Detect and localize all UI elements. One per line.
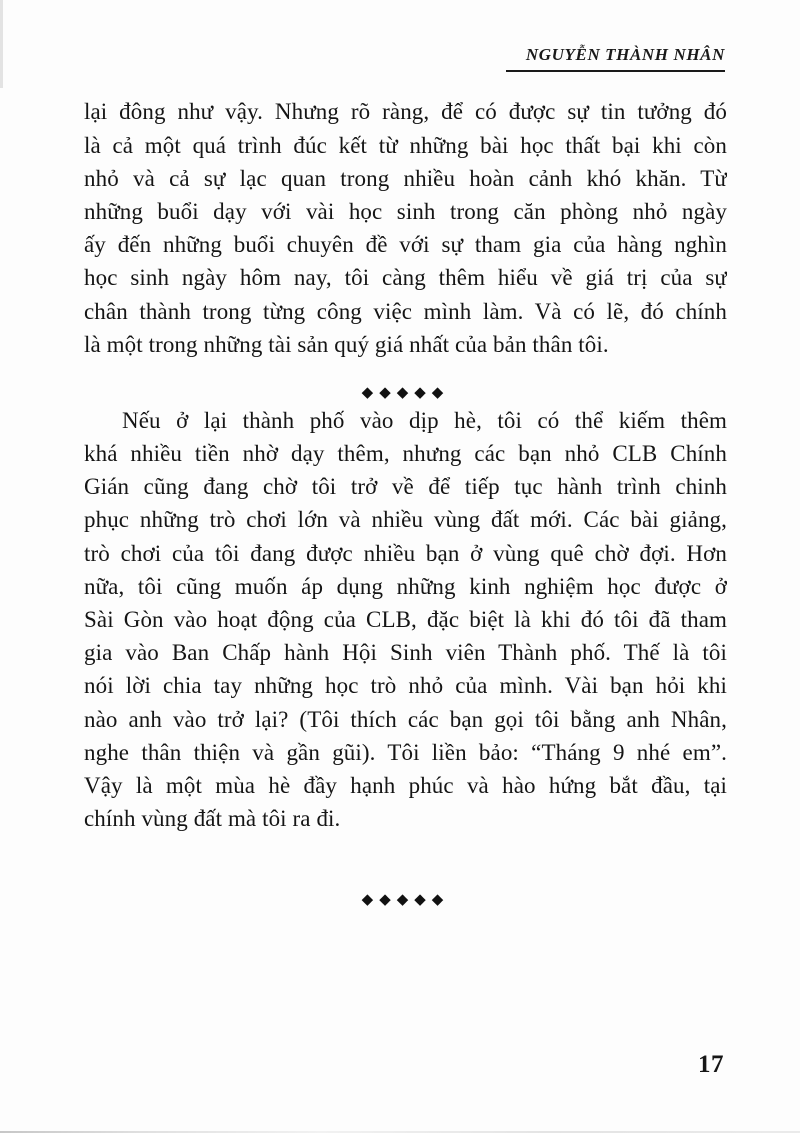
- text-line: nữa, tôi cũng muốn áp dụng những kinh nghiệm học được ở: [84, 573, 727, 599]
- text-line: những buổi dạy với vài học sinh trong căn phòng nhỏ ngày: [84, 198, 727, 224]
- diamond-separator: ◆◆◆◆◆: [361, 892, 450, 909]
- diamond-separator: ◆◆◆◆◆: [361, 384, 450, 401]
- text-line: Sài Gòn vào hoạt động của CLB, đặc biệt là khi đó tôi đã tham: [84, 607, 727, 633]
- text-line: Gián cũng đang chờ tôi trở về để tiếp tục hành trình chinh: [84, 474, 727, 500]
- running-header-author: NGUYỄN THÀNH NHÂN: [525, 45, 725, 64]
- scan-edge-artifact-left: [0, 0, 3, 88]
- text-line: Vậy là một mùa hè đầy hạnh phúc và hào hứng bắt đầu, tại: [84, 772, 727, 798]
- text-line: gia vào Ban Chấp hành Hội Sinh viên Thành phố. Thế là tôi: [84, 640, 727, 666]
- body-text: [84, 95, 727, 911]
- text-line: trò chơi của tôi đang được nhiều bạn ở vùng quê chờ đợi. Hơn: [84, 540, 727, 566]
- text-line: Nếu ở lại thành phố vào dịp hè, tôi có thể kiếm thêm: [122, 407, 727, 433]
- paragraph-2: [84, 404, 727, 835]
- text-line: lại đông như vậy. Nhưng rõ ràng, để có được sự tin tưởng đó: [84, 99, 727, 125]
- text-line: là một trong những tài sản quý giá nhất của bản thân tôi.: [84, 331, 609, 357]
- text-line: phục những trò chơi lớn và nhiều vùng đất mới. Các bài giảng,: [84, 507, 727, 533]
- text-line: nào anh vào trở lại? (Tôi thích các bạn gọi tôi bằng anh Nhân,: [84, 706, 727, 732]
- text-line: học sinh ngày hôm nay, tôi càng thêm hiểu về giá trị của sự: [84, 265, 727, 291]
- text-line: là cả một quá trình đúc kết từ những bài học thất bại khi còn: [84, 132, 727, 158]
- page-number: 17: [698, 1051, 724, 1078]
- text-line: khá nhiều tiền nhờ dạy thêm, nhưng các bạn nhỏ CLB Chính: [84, 441, 727, 467]
- text-line: nghe thân thiện và gần gũi). Tôi liền bảo: “Tháng 9 nhé em”.: [84, 739, 727, 765]
- text-line: nhỏ và cả sự lạc quan trong nhiều hoàn cảnh khó khăn. Từ: [84, 165, 727, 191]
- text-line: ấy đến những buổi chuyên đề với sự tham gia của hàng nghìn: [84, 232, 727, 258]
- paragraph-1: [84, 95, 727, 361]
- text-line: chính vùng đất mà tôi ra đi.: [84, 806, 341, 832]
- header-rule: [506, 70, 725, 72]
- text-line: nói lời chia tay những học trò nhỏ của mình. Vài bạn hỏi khi: [84, 673, 727, 699]
- text-line: chân thành trong từng công việc mình làm. Và có lẽ, đó chính: [84, 298, 727, 324]
